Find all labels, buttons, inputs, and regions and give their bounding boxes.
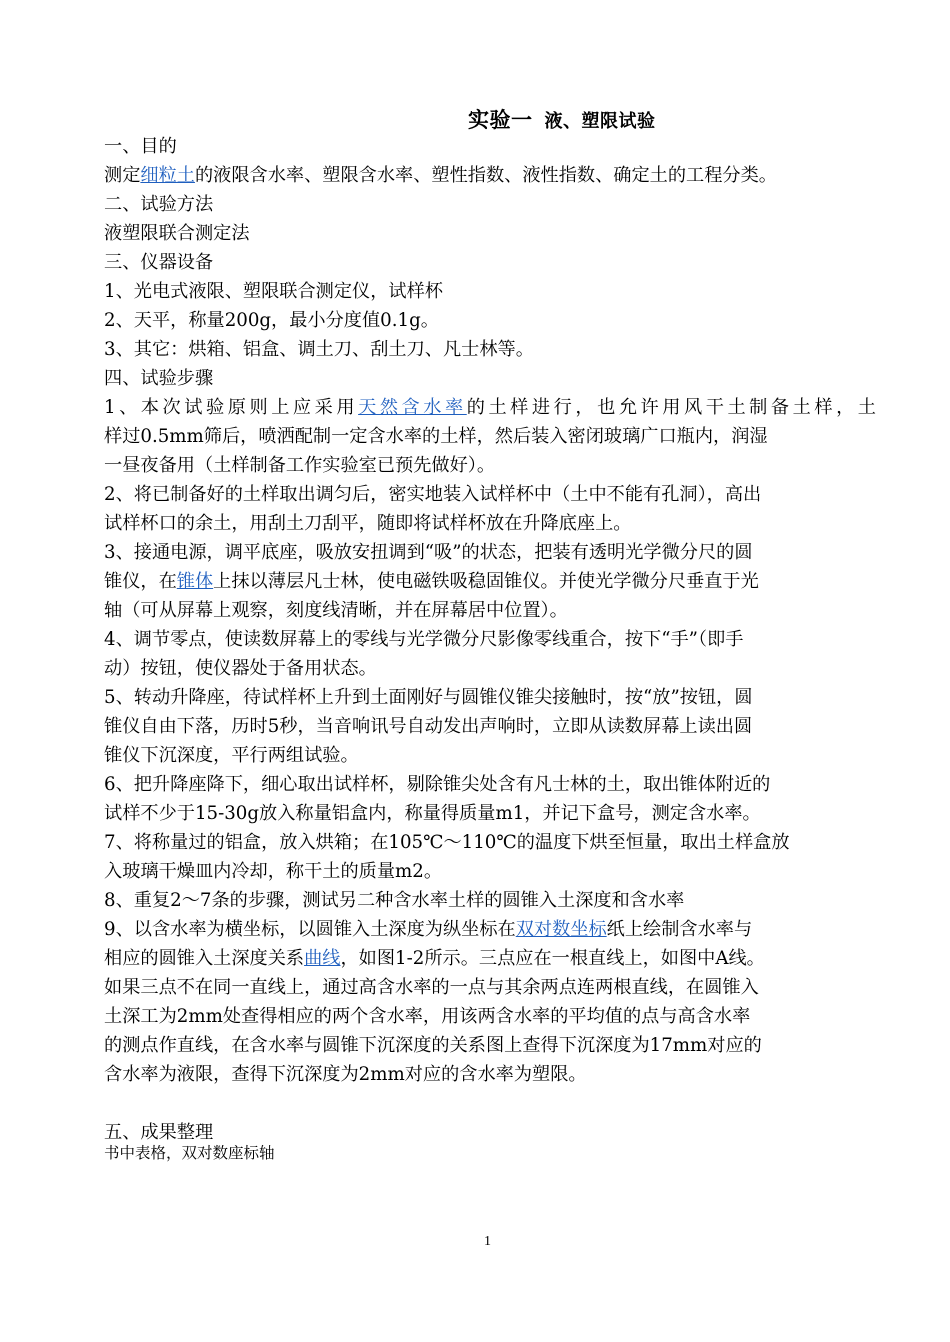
title-main: 实验一 (468, 108, 533, 132)
step-6-line-1: 6、把升降座降下，细心取出试样杯，剔除锥尖处含有凡士林的土，取出锥体附近的 (104, 774, 771, 795)
step-2-line-1: 2、将已制备好的土样取出调匀后，密实地装入试样杯中（土中不能有孔洞），高出 (104, 484, 762, 505)
step-3-line-3: 轴（可从屏幕上观察，刻度线清晰，并在屏幕居中位置）。 (104, 600, 568, 621)
step-7-line-2: 入玻璃干燥皿内冷却，称干土的质量m2。 (104, 861, 443, 882)
purpose-text-a: 测定 (104, 165, 141, 186)
equipment-item: 3、其它：烘箱、铝盒、调土刀、刮土刀、凡士林等。 (104, 339, 534, 360)
step-9-text-c: 相应的圆锥入土深度关系 (104, 948, 305, 969)
step-5-line-1: 5、转动升降座，待试样杯上升到土面刚好与圆锥仪锥尖接触时，按“放”按钮，圆 (104, 687, 753, 708)
equipment-item: 1、光电式液限、塑限联合测定仪，试样杯 (104, 281, 443, 302)
step-9-line-3: 如果三点不在同一直线上，通过高含水率的一点与其余两点连两根直线，在圆锥入 (104, 977, 759, 998)
step-1-line-2: 样过0.5mm筛后，喷洒配制一定含水率的土样，然后装入密闭玻璃广口瓶内，润湿 (104, 426, 768, 447)
step-6-line-2: 试样不少于15-30g放入称量铝盒内，称量得质量m1，并记下盒号，测定含水率。 (104, 803, 761, 824)
step-9-text-a: 9、以含水率为横坐标，以圆锥入土深度为纵坐标在 (104, 919, 516, 940)
step-5-line-2: 锥仪自由下落，历时5秒，当音响讯号自动发出声响时，立即从读数屏幕上读出圆 (104, 716, 753, 737)
document-title (468, 104, 656, 134)
step-9-text-d: ，如图1-2所示。三点应在一根直线上，如图中A线。 (340, 948, 765, 969)
title-sub: 液、塑限试验 (544, 111, 656, 132)
step-1-text-b: 的土样进行，也允许用风干土制备土样，土 (466, 397, 876, 418)
step-3-text-b: 上抹以薄层凡士林，使电磁铁吸稳固锥仪。并使光学微分尺垂直于光 (213, 571, 759, 592)
step-1-line-1 (104, 393, 876, 422)
step-1-line-3: 一昼夜备用（土样制备工作实验室已预先做好）。 (104, 455, 496, 476)
equipment-heading: 三、仪器设备 (104, 252, 214, 273)
purpose-text-b: 的液限含水率、塑限含水率、塑性指数、液性指数、确定土的工程分类。 (194, 165, 777, 186)
step-5-line-3: 锥仪下沉深度，平行两组试验。 (104, 745, 359, 766)
document-body (104, 132, 876, 1147)
step-9-line-6: 含水率为液限，查得下沉深度为2mm对应的含水率为塑限。 (104, 1064, 587, 1085)
step-9-line-4: 土深工为2mm处查得相应的两个含水率，用该两含水率的平均值的点与高含水率 (104, 1006, 751, 1027)
steps-heading: 四、试验步骤 (104, 368, 214, 389)
step-3-line-1: 3、接通电源，调平底座，吸放安扭调到“吸”的状态，把装有透明光学微分尺的圆 (104, 542, 753, 563)
step-8-line-1: 8、重复2～7条的步骤，测试另二种含水率土样的圆锥入土深度和含水率 (104, 890, 685, 911)
paragraph-spacer (104, 1089, 876, 1118)
page-number: 1 (484, 1234, 491, 1249)
results-heading: 五、成果整理 (104, 1122, 214, 1143)
purpose-heading: 一、目的 (104, 136, 177, 157)
step-9-line-5: 的测点作直线，在含水率与圆锥下沉深度的关系图上查得下沉深度为17mm对应的 (104, 1035, 762, 1056)
curve-link[interactable]: 曲线 (304, 948, 341, 969)
cone-body-link[interactable]: 锥体 (176, 571, 214, 592)
results-note: 书中表格，双对数座标轴 (104, 1144, 275, 1162)
step-9-text-b: 纸上绘制含水率与 (606, 919, 753, 940)
step-4-line-2: 动）按钮，使仪器处于备用状态。 (104, 658, 377, 679)
fine-soil-link[interactable]: 细粒土 (140, 165, 195, 186)
log-log-coordinate-link[interactable]: 双对数坐标 (515, 919, 607, 940)
step-1-text-a: 1、本次试验原则上应采用 (104, 397, 359, 418)
step-3-line-2 (104, 567, 876, 596)
step-9-line-2 (104, 944, 876, 973)
equipment-item: 2、天平，称量200g，最小分度值0.1g。 (104, 310, 439, 331)
method-text: 液塑限联合测定法 (104, 223, 250, 244)
method-heading: 二、试验方法 (104, 194, 214, 215)
natural-moisture-link[interactable]: 天然含水率 (358, 397, 467, 418)
step-7-line-1: 7、将称量过的铝盒，放入烘箱；在105℃～110℃的温度下烘至恒量，取出土样盒放 (104, 832, 790, 853)
step-9-line-1 (104, 915, 876, 944)
step-3-text-a: 锥仪，在 (104, 571, 177, 592)
step-2-line-2: 试样杯口的余土，用刮土刀刮平，随即将试样杯放在升降底座上。 (104, 513, 632, 534)
step-4-line-1: 4、调节零点，使读数屏幕上的零线与光学微分尺影像零线重合，按下“手”（即手 (104, 629, 744, 650)
purpose-paragraph (104, 161, 876, 190)
